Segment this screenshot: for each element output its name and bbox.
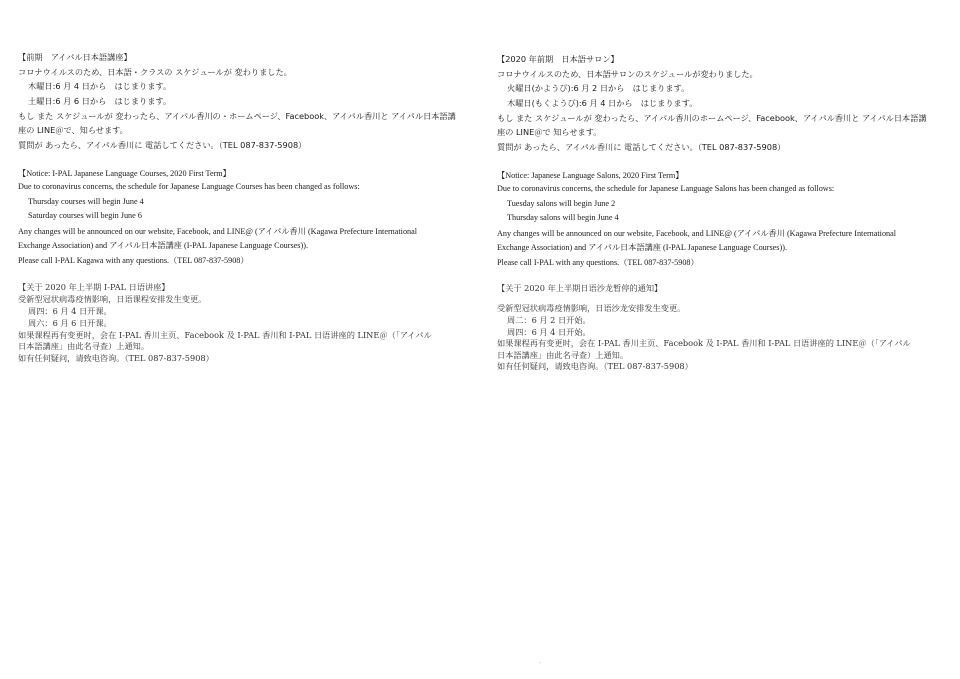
en-day2: Thursday salons will begin June 4 [507,213,619,222]
en-contact: Please call I-PAL with any questions.（TEL 087-837-5908） [497,258,699,267]
zh-day2: 周六：6 月 6 日开课。 [28,318,112,328]
zh-change-line1: 如果课程再有变更时，会在 I-PAL 香川主页、Facebook 及 I-PAL 香川和 I-PAL 日语讲座的 LINE＠（「アイパル [18,330,432,340]
jp-title: 【2020 年前期 日本語サロン】 [497,54,619,64]
scan-speck: · [539,660,541,667]
en-intro: Due to coronavirus concerns, the schedule for Japanese Language Salons has been changed as follows: [497,184,835,193]
jp-title: 【前期 アイパル日本語講座】 [18,52,132,62]
en-change-line1: Any changes will be announced on our website, Facebook, and LINE@ (アイパル香川 (Kagawa Prefecture International [18,227,418,236]
jp-contact: 質問が あったら、アイパル香川に 電話してください。（TEL 087-837-5908） [497,142,786,152]
zh-change-line1: 如果课程再有变更时，会在 I-PAL 香川主页、Facebook 及 I-PAL 香川和 I-PAL 日语讲座的 LINE＠（「アイパル [497,338,911,348]
en-title: 【Notice: Japanese Language Salons, 2020 First Term】 [497,171,684,180]
en-intro: Due to coronavirus concerns, the schedule for Japanese Language Courses has been changed as follows: [18,182,360,191]
jp-day2: 木曜日(もくようび):6 月 4 日から はじまります。 [507,98,698,108]
jp-day2: 土曜日:6 月 6 日から はじまります。 [28,96,172,106]
en-contact: Please call I-PAL Kagawa with any questions.（TEL 087-837-5908） [18,256,249,265]
zh-day1: 周二：6 月 2 日开始。 [507,315,591,325]
zh-title: 【关于 2020 年上半期日语沙龙暂停的通知】 [497,283,663,293]
zh-intro: 受新型冠状病毒疫情影响，日语沙龙安排发生变更。 [497,303,686,313]
en-change-line1: Any changes will be announced on our website, Facebook, and LINE@ (アイパル香川 (Kagawa Prefecture International [497,229,897,238]
zh-contact: 如有任何疑问，请致电咨询。（TEL 087-837-5908） [497,361,693,371]
zh-contact: 如有任何疑问，请致电咨询。（TEL 087-837-5908） [18,353,214,363]
jp-day1: 火曜日(かようび):6 月 2 日から はじまります。 [507,83,690,93]
en-change-line2: Exchange Association) and アイパル日本語講座 (I-PAL Japanese Language Courses)). [497,243,787,252]
zh-change-line2: 日本語講座」由此名寻查）上通知。 [18,341,150,351]
jp-intro: コロナウイルスのため、日本語サロンのスケジュールが変わりました。 [497,69,758,79]
en-day1: Thursday courses will begin June 4 [28,197,144,206]
jp-day1: 木曜日:6 月 4 日から はじまります。 [28,81,172,91]
zh-day2: 周四：6 月 4 日开始。 [507,327,591,337]
en-change-line2: Exchange Association) and アイパル日本語講座 (I-PAL Japanese Language Courses)). [18,241,308,250]
jp-change-line1: もし また スケジュールが 変わったら、アイパル香川の・ホームページ、Facebook、アイパル香川と アイパル日本語講 [18,111,456,121]
en-day1: Tuesday salons will begin June 2 [507,199,616,208]
zh-intro: 受新型冠状病毒疫情影响，日语课程安排发生变更。 [18,294,207,304]
jp-contact: 質問が あったら、アイパル香川に 電話してください。（TEL 087-837-5908） [18,140,307,150]
en-day2: Saturday courses will begin June 6 [28,211,142,220]
jp-change-line2: 座の LINE＠で、知らせます。 [18,125,128,135]
zh-change-line2: 日本語講座」由此名寻查）上通知。 [497,350,629,360]
jp-change-line2: 座の LINE＠で 知らせます。 [497,127,602,137]
en-title: 【Notice: I-PAL Japanese Language Courses, 2020 First Term】 [18,169,231,178]
zh-title: 【关于 2020 年上半期 I-PAL 日语讲座】 [18,282,170,292]
jp-intro: コロナウイルスのため、日本語・クラスの スケジュールが 変わりました。 [18,67,292,77]
zh-day1: 周四：6 月 4 日开课。 [28,306,112,316]
jp-change-line1: もし また スケジュールが 変わったら、アイパル香川のホームページ、Facebook、アイパル香川と アイパル日本語講 [497,113,927,123]
